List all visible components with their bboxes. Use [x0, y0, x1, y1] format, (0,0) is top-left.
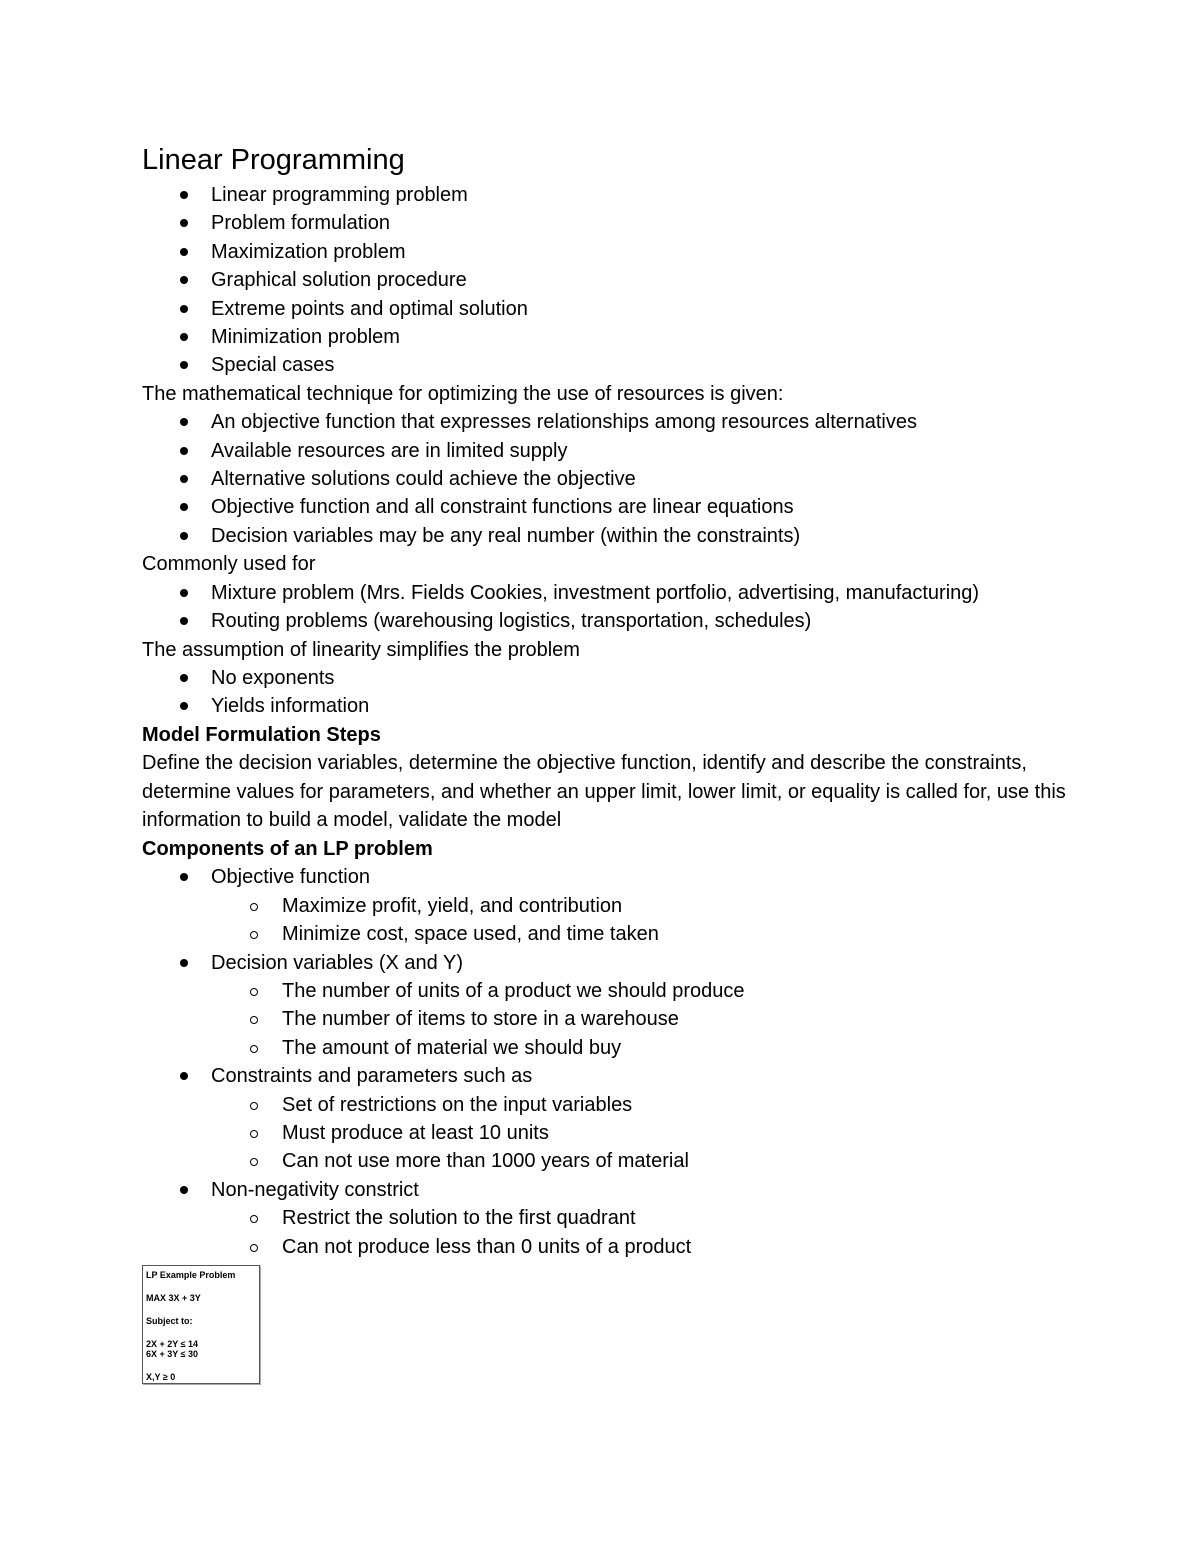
list-item: Mixture problem (Mrs. Fields Cookies, investment portfolio, advertising, manufacturing): [142, 579, 1072, 607]
sub-list-item: Can not produce less than 0 units of a product: [142, 1233, 1072, 1261]
list-item: Graphical solution procedure: [142, 266, 1072, 294]
list-item: Objective function: [142, 863, 1072, 891]
bullet-icon: [180, 702, 188, 710]
bullet-icon: [180, 418, 188, 426]
circle-bullet-icon: [250, 1130, 258, 1138]
linearity-intro: The assumption of linearity simplifies the problem: [142, 638, 580, 661]
circle-bullet-icon: [250, 1244, 258, 1252]
common-intro: Commonly used for: [142, 553, 316, 576]
bullet-icon: [180, 333, 188, 341]
list-item: No exponents: [142, 664, 1072, 692]
circle-bullet-icon: [250, 988, 258, 996]
sub-list-item: The number of units of a product we should produce: [142, 977, 1072, 1005]
bullet-icon: [180, 1186, 188, 1194]
lp-example-objective: MAX 3X + 3Y: [146, 1293, 201, 1303]
bullet-icon: [180, 191, 188, 199]
sub-list-item: The amount of material we should buy: [142, 1034, 1072, 1062]
common-list: [142, 579, 1072, 636]
bullet-icon: [180, 503, 188, 511]
list-item: Constraints and parameters such as: [142, 1062, 1072, 1090]
circle-bullet-icon: [250, 903, 258, 911]
bullet-icon: [180, 617, 188, 625]
lp-example-subject: Subject to:: [146, 1316, 193, 1326]
bullet-icon: [180, 532, 188, 540]
bullet-icon: [180, 1072, 188, 1080]
circle-bullet-icon: [250, 1102, 258, 1110]
bullet-icon: [180, 589, 188, 597]
bullet-icon: [180, 305, 188, 313]
document-page: [142, 140, 1072, 1261]
page-title: Linear Programming: [142, 144, 405, 176]
lp-example-image: [142, 1265, 260, 1384]
list-item: Routing problems (warehousing logistics, transportation, schedules): [142, 607, 1072, 635]
circle-bullet-icon: [250, 1045, 258, 1053]
list-item: Minimization problem: [142, 323, 1072, 351]
sub-list-item: The number of items to store in a warehouse: [142, 1005, 1072, 1033]
list-item: Yields information: [142, 692, 1072, 720]
components-list: [142, 863, 1072, 1261]
sub-list-item: Must produce at least 10 units: [142, 1119, 1072, 1147]
bullet-icon: [180, 248, 188, 256]
list-item: Problem formulation: [142, 209, 1072, 237]
bullet-icon: [180, 475, 188, 483]
list-item: Maximization problem: [142, 238, 1072, 266]
technique-list: [142, 408, 1072, 550]
circle-bullet-icon: [250, 1158, 258, 1166]
circle-bullet-icon: [250, 1215, 258, 1223]
topics-list: [142, 181, 1072, 380]
sub-list-item: Set of restrictions on the input variables: [142, 1091, 1072, 1119]
list-item: Objective function and all constraint functions are linear equations: [142, 493, 1072, 521]
list-item: Linear programming problem: [142, 181, 1072, 209]
lp-example-title: LP Example Problem: [146, 1270, 236, 1280]
sub-list-item: Can not use more than 1000 years of material: [142, 1147, 1072, 1175]
lp-example-constraint-2: 6X + 3Y ≤ 30: [146, 1349, 199, 1359]
list-item: Special cases: [142, 351, 1072, 379]
bullet-icon: [180, 674, 188, 682]
list-item: An objective function that expresses relationships among resources alternatives: [142, 408, 1072, 436]
list-item: Extreme points and optimal solution: [142, 295, 1072, 323]
bullet-icon: [180, 276, 188, 284]
model-text: Define the decision variables, determine the objective function, identify and describe the constraints, determine values for parameters, and whether an upper limit, lower limit, or equality is called for, use this information to build a model, validate the model: [142, 752, 1066, 832]
list-item: Non-negativity constrict: [142, 1176, 1072, 1204]
bullet-icon: [180, 219, 188, 227]
bullet-icon: [180, 873, 188, 881]
circle-bullet-icon: [250, 1016, 258, 1024]
bullet-icon: [180, 361, 188, 369]
lp-example-constraint-1: 2X + 2Y ≤ 14: [146, 1339, 199, 1349]
list-item: Decision variables (X and Y): [142, 949, 1072, 977]
lp-example-nonneg: X,Y ≥ 0: [146, 1372, 176, 1382]
list-item: Decision variables may be any real number (within the constraints): [142, 522, 1072, 550]
model-heading: Model Formulation Steps: [142, 723, 381, 746]
sub-list-item: Restrict the solution to the first quadrant: [142, 1204, 1072, 1232]
bullet-icon: [180, 447, 188, 455]
list-item: Available resources are in limited supply: [142, 437, 1072, 465]
linearity-list: [142, 664, 1072, 721]
technique-intro: The mathematical technique for optimizing the use of resources is given:: [142, 382, 784, 405]
bullet-icon: [180, 959, 188, 967]
list-item: Alternative solutions could achieve the objective: [142, 465, 1072, 493]
sub-list-item: Minimize cost, space used, and time taken: [142, 920, 1072, 948]
sub-list-item: Maximize profit, yield, and contribution: [142, 892, 1072, 920]
components-heading: Components of an LP problem: [142, 837, 433, 860]
circle-bullet-icon: [250, 931, 258, 939]
